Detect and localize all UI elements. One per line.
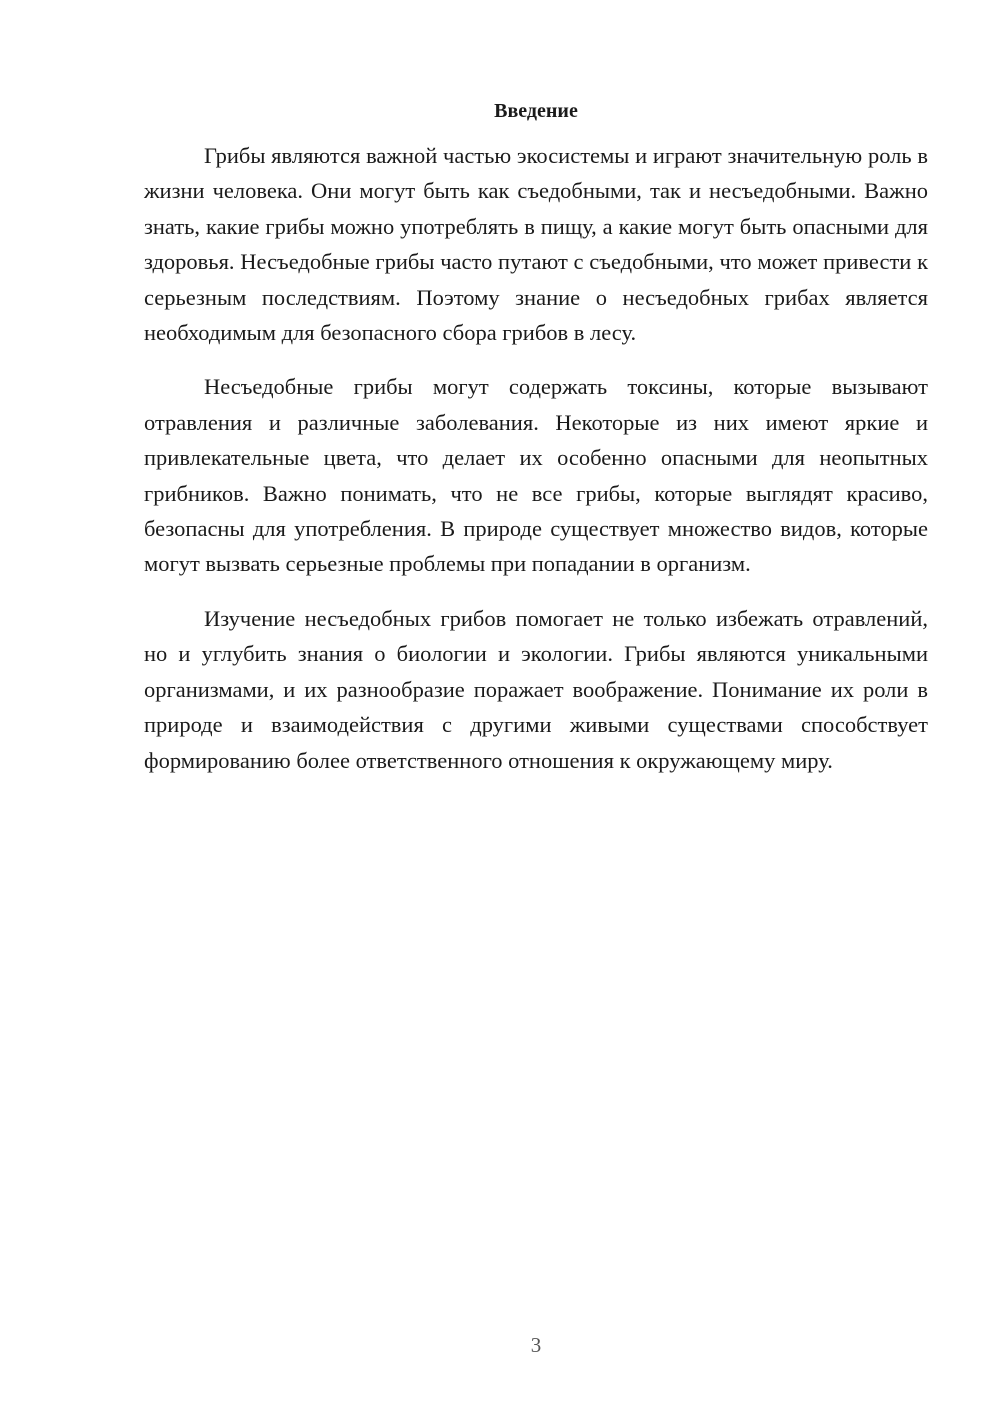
paragraph-1: Грибы являются важной частью экосистемы и играют значительную роль в жизни человека. Они могут быть как съедобными, так и несъедобными. Важно знать, какие грибы можно употреблять в пищу, а какие могут быть опасными для здоровья. Несъедобные грибы часто путают с съедобными, что может привести к серьезным последствиям. Поэтому знание о несъедобных грибах является необходимым для безопасного сбора грибов в лесу. xyxy=(144,143,928,346)
page-content xyxy=(144,96,928,797)
paragraph-3: Изучение несъедобных грибов помогает не только избежать отравлений, но и углубить знания о биологии и экологии. Грибы являются уникальными организмами, и их разнообразие поражает воображение. Понимание их роли в природе и взаимодействия с другими живыми существами способствует формированию более ответственного отношения к окружающему миру. xyxy=(144,605,928,773)
section-title: Введение xyxy=(494,100,578,122)
page-number: 3 xyxy=(530,1333,542,1357)
paragraph-2: Несъедобные грибы могут содержать токсины, которые вызывают отравления и различные заболевания. Некоторые из них имеют яркие и привлекательные цвета, что делает их особенно опасными для неопытных грибников. Важно понимать, что не все грибы, которые выглядят красиво, безопасны для употребления. В природе существует множество видов, которые могут вызвать серьезные проблемы при попадании в организм. xyxy=(144,374,928,577)
